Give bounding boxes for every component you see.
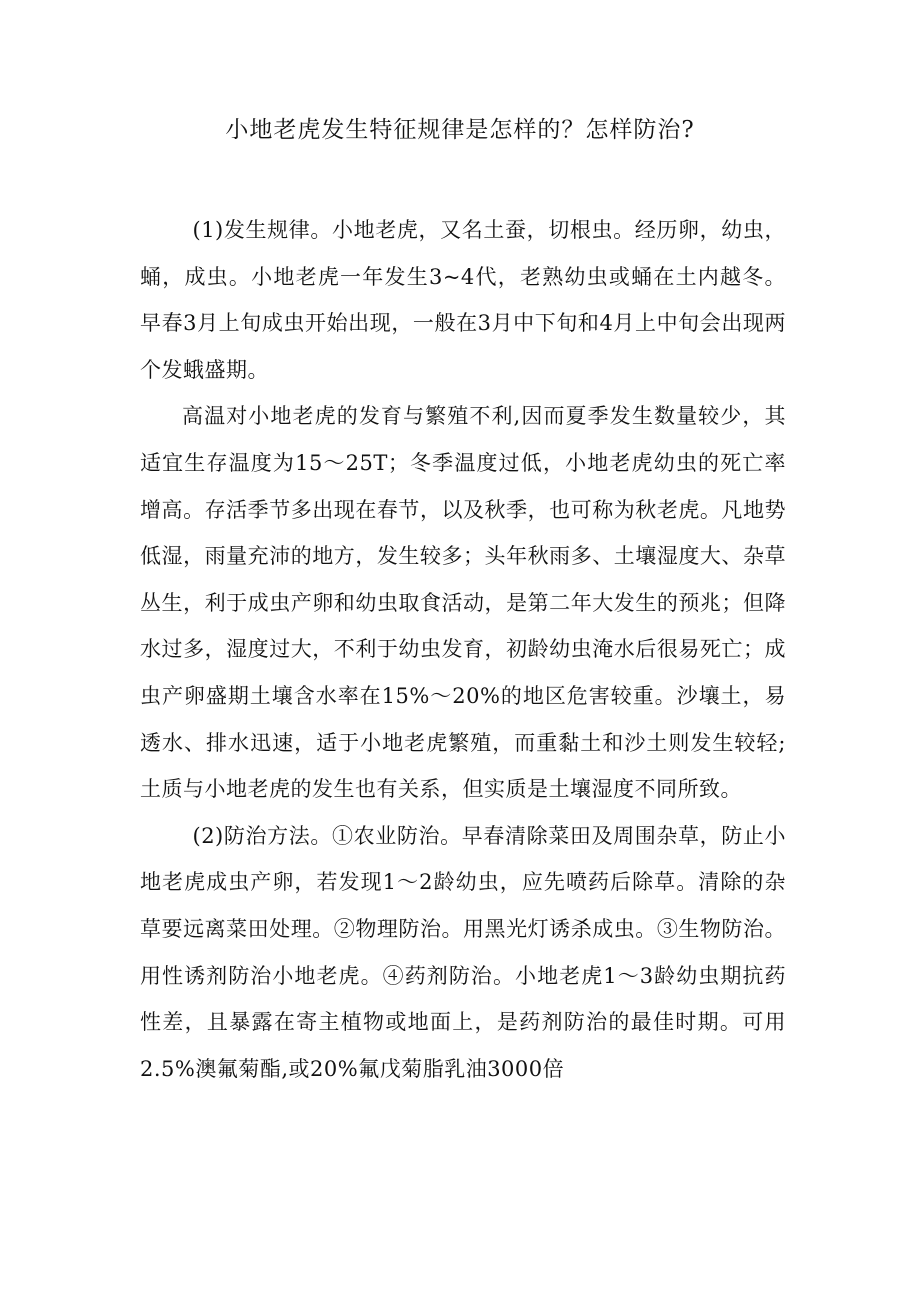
paragraph-control-methods: (2)防治方法。①农业防治。早春清除菜田及周围杂草，防止小地老虎成虫产卵，若发现1～2龄幼虫，应先喷药后除草。清除的杂草要远离菜田处理。②物理防治。用黑光灯诱杀成虫。③生物防治。用性诱剂防治小地老虎。④药剂防治。小地老虎1～3龄幼虫期抗药性差，且暴露在寄主植物或地面上，是药剂防治的最佳时期。可用2.5%澳氟菊酯,或20%氟戊菊脂乳油3000倍 [140,823,786,1081]
paragraph-temperature-humidity: 高温对小地老虎的发育与繁殖不利,因而夏季发生数量较少，其适宜生存温度为15～25T；冬季温度过低，小地老虎幼虫的死亡率增高。存活季节多出现在春节，以及秋季，也可称为秋老虎。凡地势低湿，雨量充沛的地方，发生较多；头年秋雨多、土壤湿度大、杂草丛生，利于成虫产卵和幼虫取食活动，是第二年大发生的预兆；但降水过多，湿度过大，不利于幼虫发育，初龄幼虫淹水后很易死亡；成虫产卵盛期土壤含水率在15%～20%的地区危害较重。沙壤土，易透水、排水迅速，适于小地老虎繁殖，而重黏土和沙土则发生较轻;土质与小地老虎的发生也有关系，但实质是土壤湿度不同所致。 [140,404,786,802]
document-title: 小地老虎发生特征规律是怎样的？怎样防治? [225,117,695,143]
document-body [140,207,786,1092]
paragraph-occurrence-pattern: (1)发生规律。小地老虎，又名土蚕，切根虫。经历卵，幼虫，蛹，成虫。小地老虎一年发生3~4代，老熟幼虫或蛹在土内越冬。早春3月上旬成虫开始出现，一般在3月中下旬和4月上中旬会出现两个发蛾盛期。 [140,218,786,382]
